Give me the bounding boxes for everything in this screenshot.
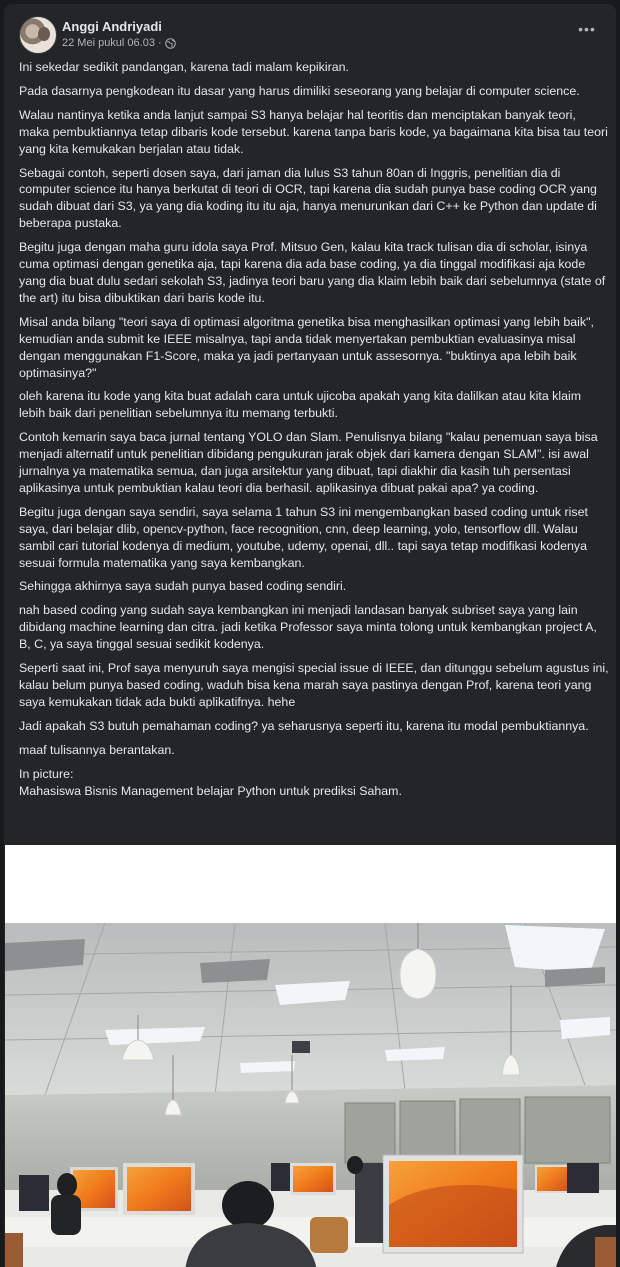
author-avatar[interactable]	[19, 16, 57, 54]
avatar-figure	[38, 27, 50, 41]
post-timestamp[interactable]: 22 Mei pukul 06.03	[62, 37, 155, 49]
post-photo[interactable]	[5, 845, 616, 1267]
post-caption	[19, 766, 609, 800]
post-paragraph: Begitu juga dengan saya sendiri, saya selama 1 tahun S3 ini mengembangkan based coding untuk riset saya, dari belajar dlib, opencv-python, face recognition, cnn, deep learning, yolo, tensorflow dll. Walau sambil cari tutorial kodenya di medium, youtube, udemy, openai, dll.. tapi saya tetap modifikasi kodenya sesuai formula matematika yang saya kembangkan.	[19, 504, 588, 570]
post-paragraph: Ini sekedar sedikit pandangan, karena tadi malam kepikiran.	[19, 60, 349, 74]
post-meta	[62, 37, 176, 49]
post-paragraph: Pada dasarnya pengkodean itu dasar yang harus dimiliki seseorang yang belajar di computer science.	[19, 83, 580, 98]
post-paragraph: Jadi apakah S3 butuh pemahaman coding? ya seharusnya seperti itu, karena itu modal pembuktiannya.	[19, 718, 589, 733]
classroom-photo-illustration	[5, 845, 616, 1267]
post-paragraph: Misal anda bilang "teori saya di optimasi algoritma genetika bisa menghasilkan optimasi yang lebih baik", kemudian anda submit ke IEEE misalnya, tapi anda tidak menyertakan pembuktian evaluasinya misal dengan menggunakan F1-Score, maka ya jadi pertanyaan untuk assesornya. "buktinya apa lebih baik optimasinya?"	[19, 314, 594, 380]
post-body	[19, 59, 609, 799]
caption-label: In picture:	[19, 766, 74, 781]
meta-separator: ·	[157, 37, 162, 49]
post-paragraph: Sehingga akhirnya saya sudah punya based coding sendiri.	[19, 579, 347, 594]
post-paragraph: nah based coding yang sudah saya kembangkan ini menjadi landasan banyak subriset saya yang lain dibidang machine learning dan citra. jadi ketika Professor saya minta tolong untuk kembangkan project A, B, C, ya saya tinggal sesuai sedikit kodenya.	[19, 603, 597, 652]
caption-text: Mahasiswa Bisnis Management belajar Python untuk prediksi Saham.	[19, 783, 402, 798]
post-paragraph: Walau nantinya ketika anda lanjut sampai S3 hanya belajar hal teoritis dan menciptakan banyak teori, maka pembuktiannya tetap dibaris kode tersebut. karena tanpa baris kode, ya bagaimana kita bisa tau teori yang kita kemukakan berjalan atau tidak.	[19, 107, 608, 156]
author-name[interactable]: Anggi Andriyadi	[62, 19, 162, 34]
post-paragraph: oleh karena itu kode yang kita buat adalah cara untuk ujicoba apakah yang kita dalilkan atau kita klaim lebih baik dari penelitian sebelumnya itu memang terbukti.	[19, 389, 582, 421]
globe-icon	[165, 38, 176, 49]
post-paragraph: Seperti saat ini, Prof saya menyuruh saya mengisi special issue di IEEE, dan ditunggu sebelum agustus ini, kalau belum punya based coding, waduh bisa kena marah saya pastinya dengan Prof, karena teori yang saya kemukakan tidak ada bukti aplikatifnya. hehe	[19, 661, 609, 709]
post-paragraph: maaf tulisannya berantakan.	[19, 742, 175, 757]
post-paragraph: Sebagai contoh, seperti dosen saya, dari jaman dia lulus S3 tahun 80an di Inggris, penelitian dia di computer science itu hanya berkutat di teori di OCR, tapi karena dia sudah punya base coding OCR yang sudah dibuat dari S3, ya yang dia koding itu itu aja, hanya menurunkan dari C++ ke Python dan update di beberapa pustaka.	[19, 165, 597, 231]
more-options-button[interactable]: •••	[578, 21, 596, 37]
facebook-post	[4, 4, 616, 1267]
post-header	[19, 14, 601, 58]
post-paragraph: Contoh kemarin saya baca jurnal tentang YOLO dan Slam. Penulisnya bilang "kalau penemuan saya bisa menjadi alternatif untuk penelitian dibidang pengukuran jarak objek dari kamera dengan SLAM". isi awal jurnalnya ya matematika semua, dan juga arsitektur yang dibuat, tapi diakhir dia kasih tuh persentasi aplikasinya untuk pembuktian kalau teori dia berhasil. aplikasinya dibuat pakai apa? ya coding.	[19, 430, 598, 495]
post-paragraph: Begitu juga dengan maha guru idola saya Prof. Mitsuo Gen, kalau kita track tulisan dia di scholar, isinya cuma optimasi dengan genetika aja, tapi karena dia ada base coding, ya dia tinggal modifikasi aja kode yang dia buat dulu sedari sekolah S3, jadinya teori baru yang dia klaim lebih baik dari sebelumnya (state of the art) itu bisa dibuktikan dari baris kode itu.	[19, 240, 606, 305]
